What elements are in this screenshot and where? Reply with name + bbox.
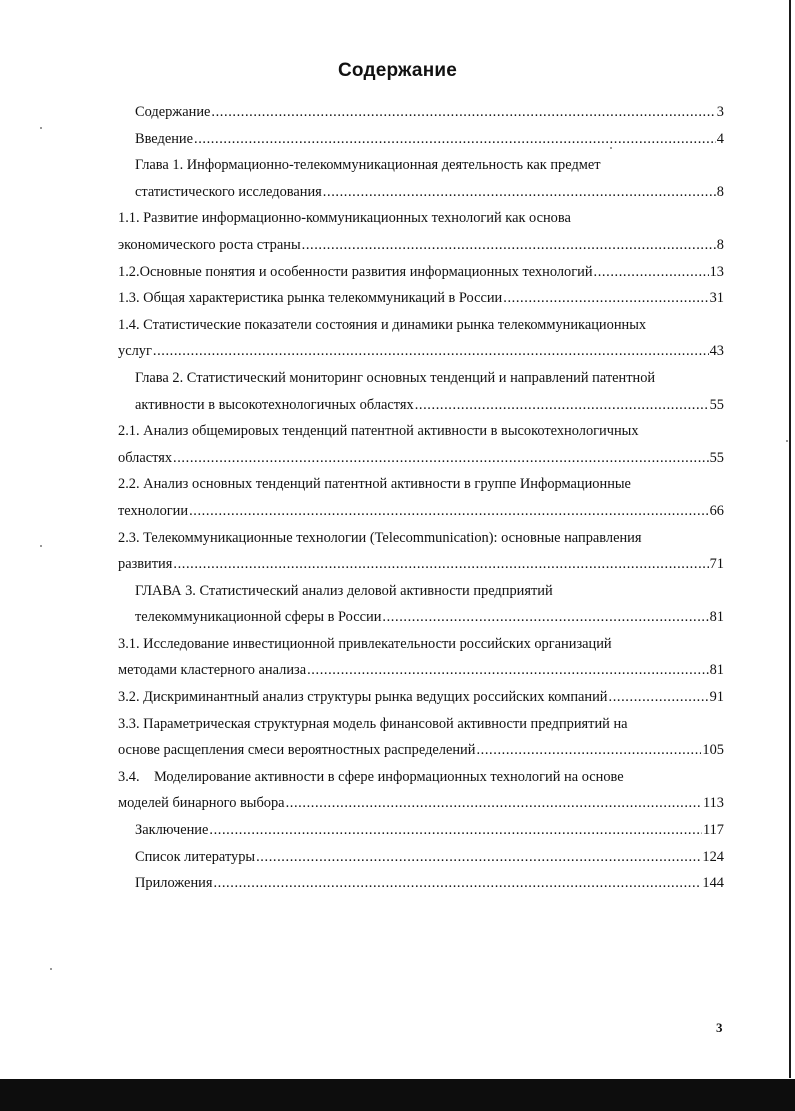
toc-entry-title: Заключение bbox=[135, 822, 209, 839]
toc-entry-title: 1.2.Основные понятия и особенности развития информационных технологий bbox=[118, 263, 593, 280]
toc-entry-page: 113 bbox=[702, 795, 724, 812]
table-of-contents bbox=[118, 99, 724, 897]
toc-entry-page: 71 bbox=[709, 556, 724, 573]
scan-speck bbox=[786, 440, 788, 442]
toc-entry-page: 13 bbox=[709, 263, 724, 280]
toc-entry-title: 3.3. Параметрическая структурная модель финансовой активности предприятий на bbox=[118, 715, 628, 732]
dot-leader bbox=[382, 604, 708, 631]
scan-speck bbox=[50, 968, 52, 970]
toc-entry-page: 31 bbox=[709, 290, 724, 307]
scan-edge-line bbox=[789, 0, 791, 1078]
toc-entry-line-1[interactable] bbox=[118, 312, 724, 339]
toc-entry-title-cont: активности в высокотехнологичных областях bbox=[135, 396, 414, 413]
toc-entry-page: 91 bbox=[709, 689, 724, 706]
toc-entry-page: 4 bbox=[716, 130, 724, 147]
scan-speck bbox=[40, 127, 42, 129]
toc-entry-title: 1.4. Статистические показатели состояния и динамики рынка телекоммуникационных bbox=[118, 316, 647, 333]
toc-entry-line-2[interactable] bbox=[118, 657, 724, 684]
toc-entry-page: 124 bbox=[702, 848, 724, 865]
toc-entry-title-cont: статистического исследования bbox=[135, 183, 322, 200]
toc-entry-title-cont: экономического роста страны bbox=[118, 236, 301, 253]
dot-leader bbox=[503, 285, 708, 312]
toc-entry[interactable] bbox=[118, 285, 724, 312]
dot-leader bbox=[415, 392, 709, 419]
toc-entry-line-2[interactable] bbox=[118, 445, 724, 472]
toc-entry-page: 3 bbox=[716, 104, 724, 120]
dot-leader bbox=[189, 498, 709, 525]
toc-entry[interactable] bbox=[118, 259, 724, 286]
toc-entry-line-2[interactable] bbox=[118, 790, 724, 817]
dot-leader bbox=[173, 551, 708, 578]
dot-leader bbox=[307, 657, 709, 684]
dot-leader bbox=[194, 126, 716, 153]
toc-entry-line-2[interactable] bbox=[118, 604, 724, 631]
toc-entry-line-1[interactable] bbox=[118, 764, 724, 791]
toc-entry[interactable] bbox=[118, 99, 724, 126]
toc-entry-line-2[interactable] bbox=[118, 737, 724, 764]
dot-leader bbox=[153, 338, 709, 365]
toc-entry-title-cont: основе расщепления смеси вероятностных распределений bbox=[118, 742, 476, 759]
dot-leader bbox=[209, 817, 702, 844]
toc-entry-page: 8 bbox=[716, 236, 724, 253]
toc-entry-line-1[interactable] bbox=[118, 711, 724, 738]
toc-entry-line-1[interactable] bbox=[118, 578, 724, 605]
toc-entry[interactable] bbox=[118, 817, 724, 844]
toc-entry-line-1[interactable] bbox=[118, 631, 724, 658]
toc-entry-title-cont: технологии bbox=[118, 502, 189, 519]
toc-entry-title: 1.3. Общая характеристика рынка телекоммуникаций в России bbox=[118, 290, 503, 307]
toc-entry-page: 8 bbox=[716, 183, 724, 200]
toc-entry-title: 3.1. Исследование инвестиционной привлекательности российских организаций bbox=[118, 635, 612, 652]
toc-entry-line-1[interactable] bbox=[118, 525, 724, 552]
toc-entry-line-2[interactable] bbox=[118, 498, 724, 525]
dot-leader bbox=[213, 870, 701, 897]
dot-leader bbox=[323, 179, 716, 206]
toc-entry-page: 105 bbox=[702, 742, 724, 759]
toc-entry[interactable] bbox=[118, 684, 724, 711]
dot-leader bbox=[476, 737, 701, 764]
toc-entry-title-cont: развития bbox=[118, 556, 173, 573]
toc-entry-title: Приложения bbox=[135, 875, 213, 892]
toc-entry-line-2[interactable] bbox=[118, 179, 724, 206]
toc-entry[interactable] bbox=[118, 126, 724, 153]
dot-leader bbox=[286, 790, 702, 817]
toc-entry-title-cont: областях bbox=[118, 449, 173, 466]
toc-entry-title: Глава 2. Статистический мониторинг основных тенденций и направлений патентной bbox=[135, 369, 656, 386]
toc-entry-title-cont: методами кластерного анализа bbox=[118, 662, 307, 679]
toc-entry-title: 3.2. Дискриминантный анализ структуры рынка ведущих российских компаний bbox=[118, 689, 608, 706]
dot-leader bbox=[256, 844, 701, 871]
toc-entry-title-cont: моделей бинарного выбора bbox=[118, 795, 285, 812]
page-number: 3 bbox=[716, 1020, 723, 1035]
toc-entry[interactable] bbox=[118, 844, 724, 871]
toc-entry-page: 55 bbox=[709, 396, 724, 413]
toc-entry-line-1[interactable] bbox=[118, 418, 724, 445]
toc-entry-line-2[interactable] bbox=[118, 232, 724, 259]
toc-entry-title: 3.4. Моделирование активности в сфере информационных технологий на основе bbox=[118, 768, 624, 785]
toc-entry-line-1[interactable] bbox=[118, 471, 724, 498]
dot-leader bbox=[211, 99, 715, 126]
dot-leader bbox=[302, 232, 716, 259]
dot-leader bbox=[609, 684, 709, 711]
toc-entry-title: Список литературы bbox=[135, 848, 256, 865]
dot-leader bbox=[594, 259, 709, 286]
toc-entry-page: 144 bbox=[702, 875, 724, 892]
toc-entry-page: 66 bbox=[709, 502, 724, 519]
toc-entry-title-cont: услуг bbox=[118, 343, 152, 360]
toc-entry-line-1[interactable] bbox=[118, 205, 724, 232]
toc-entry-line-2[interactable] bbox=[118, 338, 724, 365]
toc-entry-line-2[interactable] bbox=[118, 551, 724, 578]
toc-entry[interactable] bbox=[118, 870, 724, 897]
toc-entry-line-1[interactable] bbox=[118, 152, 724, 179]
toc-entry-title: 2.3. Телекоммуникационные технологии (Telecommunication): основные направления bbox=[118, 529, 642, 546]
toc-entry-page: 117 bbox=[702, 822, 724, 839]
toc-entry-page: 55 bbox=[709, 449, 724, 466]
scan-bottom-band bbox=[0, 1079, 795, 1111]
page-title: Содержание bbox=[337, 60, 458, 81]
toc-entry-title: Содержание bbox=[135, 104, 211, 120]
toc-entry-title: 1.1. Развитие информационно-коммуникационных технологий как основа bbox=[118, 210, 571, 227]
toc-entry-title: Глава 1. Информационно-телекоммуникационная деятельность как предмет bbox=[135, 157, 601, 174]
toc-entry-page: 43 bbox=[709, 343, 724, 360]
toc-entry-page: 81 bbox=[709, 662, 724, 679]
toc-entry-page: 81 bbox=[709, 609, 724, 626]
toc-entry-line-1[interactable] bbox=[118, 365, 724, 392]
dot-leader bbox=[173, 445, 709, 472]
toc-entry-title: Введение bbox=[135, 130, 194, 147]
toc-entry-title: ГЛАВА 3. Статистический анализ деловой активности предприятий bbox=[135, 582, 553, 599]
toc-entry-title: 2.1. Анализ общемировых тенденций патентной активности в высокотехнологичных bbox=[118, 423, 639, 440]
toc-entry-line-2[interactable] bbox=[118, 392, 724, 419]
toc-entry-title: 2.2. Анализ основных тенденций патентной активности в группе Информационные bbox=[118, 476, 631, 493]
scan-speck bbox=[40, 545, 42, 547]
toc-entry-title-cont: телекоммуникационной сферы в России bbox=[135, 609, 382, 626]
